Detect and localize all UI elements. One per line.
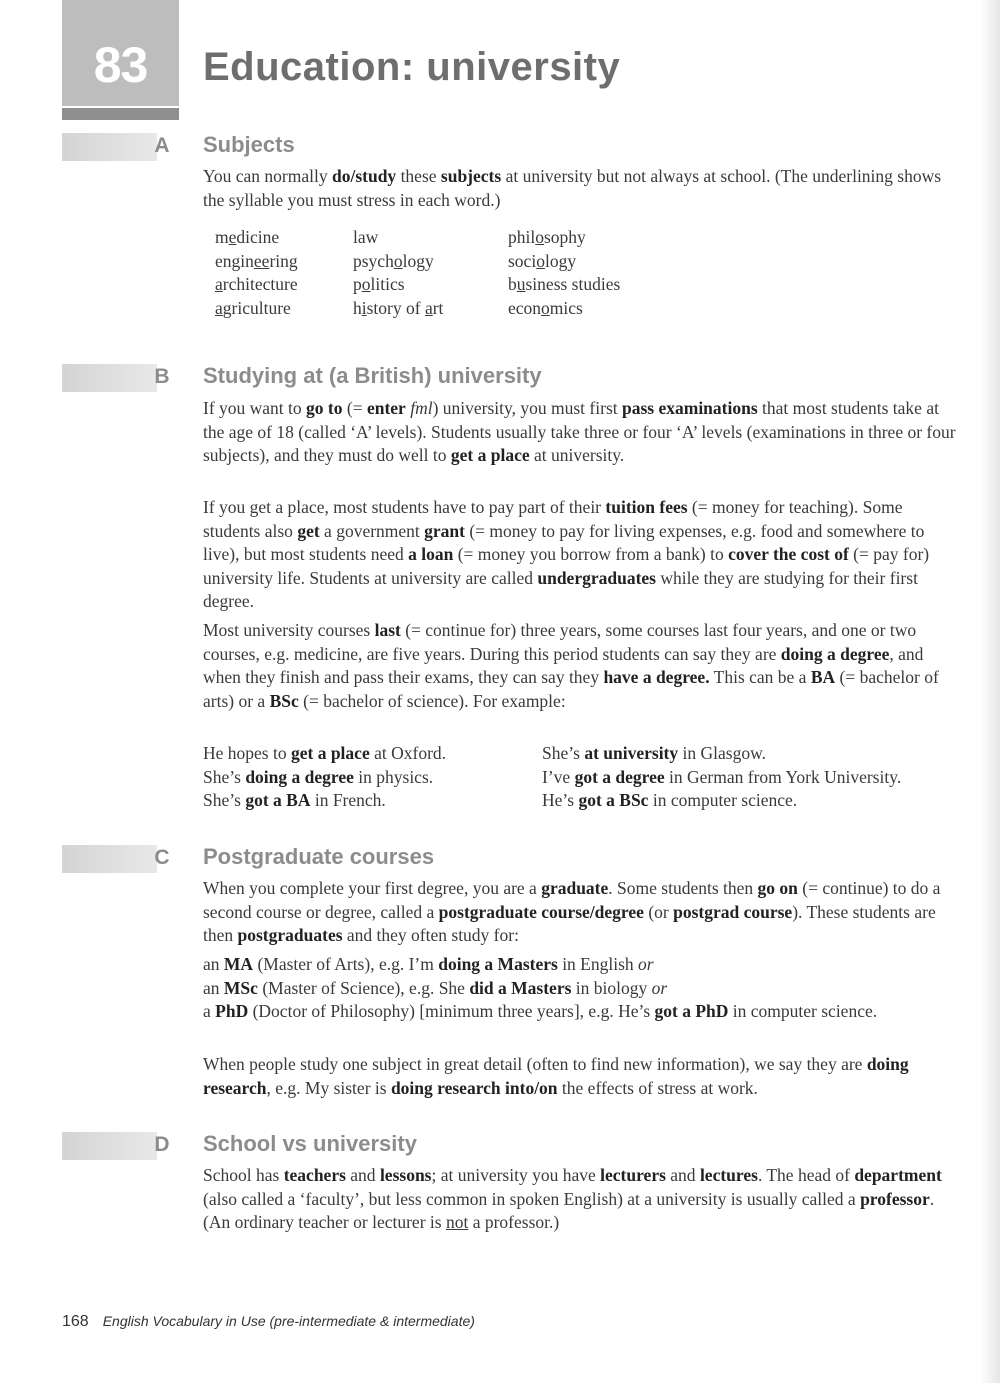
subject-item: psychology — [353, 250, 434, 271]
section-a-letter: A — [154, 134, 170, 157]
subject-item: sociology — [508, 250, 577, 271]
example-sentence: She’s doing a degree in physics. — [203, 766, 434, 787]
subject-item: politics — [353, 274, 405, 294]
subject-item: economics — [508, 297, 583, 318]
book-title: English Vocabulary in Use (pre-intermediate & intermediate) — [102, 1313, 475, 1329]
subject-item: business studies — [508, 274, 621, 294]
page-footer — [62, 1313, 475, 1331]
subject-item: philosophy — [508, 227, 586, 247]
section-a-marker-bar — [62, 133, 157, 161]
section-b-paragraph-3: Most university courses last (= continue for) three years, some courses last four years, and one or two courses, e.g. medicine, are five years. During this period students can say they are doing a degree, and when they finish and pass their exams, they can say they have a degree. This can be a BA (= bachelor of arts) or a BSc (= bachelor of science). For example: — [203, 620, 939, 711]
example-sentence: I’ve got a degree in German from York University. — [542, 766, 902, 787]
subject-item: history of art — [353, 297, 444, 318]
section-a-heading: Subjects — [203, 132, 295, 157]
example-sentence: He’s got a BSc in computer science. — [542, 790, 798, 810]
example-sentence: She’s got a BA in French. — [203, 790, 386, 810]
section-c-marker-bar — [62, 845, 157, 873]
subject-item: agriculture — [215, 297, 291, 318]
subjects-column-1 — [215, 226, 298, 320]
subjects-column-2 — [353, 226, 443, 320]
section-d-marker-bar — [62, 1132, 157, 1160]
section-c-paragraph-3: When people study one subject in great detail (often to find new information), we say they are doing research, e.g. My sister is doing research into/on the effects of stress at work. — [203, 1054, 909, 1098]
unit-title: Education: university — [203, 45, 621, 89]
subject-item: law — [353, 227, 379, 247]
subject-item: architecture — [215, 274, 298, 294]
example-sentence: He hopes to get a place at Oxford. — [203, 743, 447, 763]
examples-right-column — [542, 742, 901, 813]
subjects-column-3 — [508, 226, 620, 320]
section-d-paragraph-1: School has teachers and lessons; at university you have lecturers and lectures. The head of department (also called a ‘faculty’, but less common in spoken English) at a university is usually called a professor. (An ordinary teacher or lecturer is not a professor.) — [203, 1165, 942, 1232]
section-c-heading: Postgraduate courses — [203, 844, 435, 869]
section-b-marker-bar — [62, 364, 157, 392]
subject-item: medicine — [215, 227, 280, 247]
section-d-heading: School vs university — [203, 1131, 417, 1156]
section-b-paragraph-2: If you get a place, most students have to pay part of their tuition fees (= money for teaching). Some students also get a government grant (= money to pay for living expenses, e.g. food and somewhere to live), but most students need a loan (= money you borrow from a bank) to cover the cost of (= pay for) university life. Students at university are called undergraduates while they are studying for their first degree. — [203, 497, 930, 611]
section-b-paragraph-1: If you want to go to (= enter fml) university, you must first pass examinations that most students take at the age of 18 (called ‘A’ levels). Students usually take three or four ‘A’ levels (examinations in three or four subjects), and they must do well to get a place at university. — [203, 398, 956, 465]
section-c-degree-list: an MA (Master of Arts), e.g. I’m doing a Masters in English or an MSc (Master of Science), e.g. She did a Masters in biology or a PhD (Doctor of Philosophy) [minimum three years], e.g. He’s got a PhD in computer science. — [203, 954, 878, 1021]
subject-item: engineering — [215, 250, 298, 271]
unit-number-underbar — [62, 108, 179, 120]
page-number: 168 — [62, 1313, 89, 1330]
example-sentence: She’s at university in Glasgow. — [542, 743, 766, 763]
unit-number: 83 — [93, 37, 148, 93]
section-c-paragraph-1: When you complete your first degree, you are a graduate. Some students then go on (= continue) to do a second course or degree, called a postgraduate course/degree (or postgrad course). These students are then postgraduates and they often study for: — [203, 878, 941, 945]
page-edge-shadow — [980, 0, 1000, 1383]
section-a-intro: You can normally do/study these subjects at university but not always at school. (The underlining shows the syllable you must stress in each word.) — [203, 166, 942, 210]
examples-left-column — [203, 742, 446, 813]
section-c-letter: C — [154, 846, 170, 869]
section-d-letter: D — [154, 1133, 170, 1156]
section-b-letter: B — [154, 365, 170, 388]
section-b-heading: Studying at (a British) university — [203, 363, 542, 388]
